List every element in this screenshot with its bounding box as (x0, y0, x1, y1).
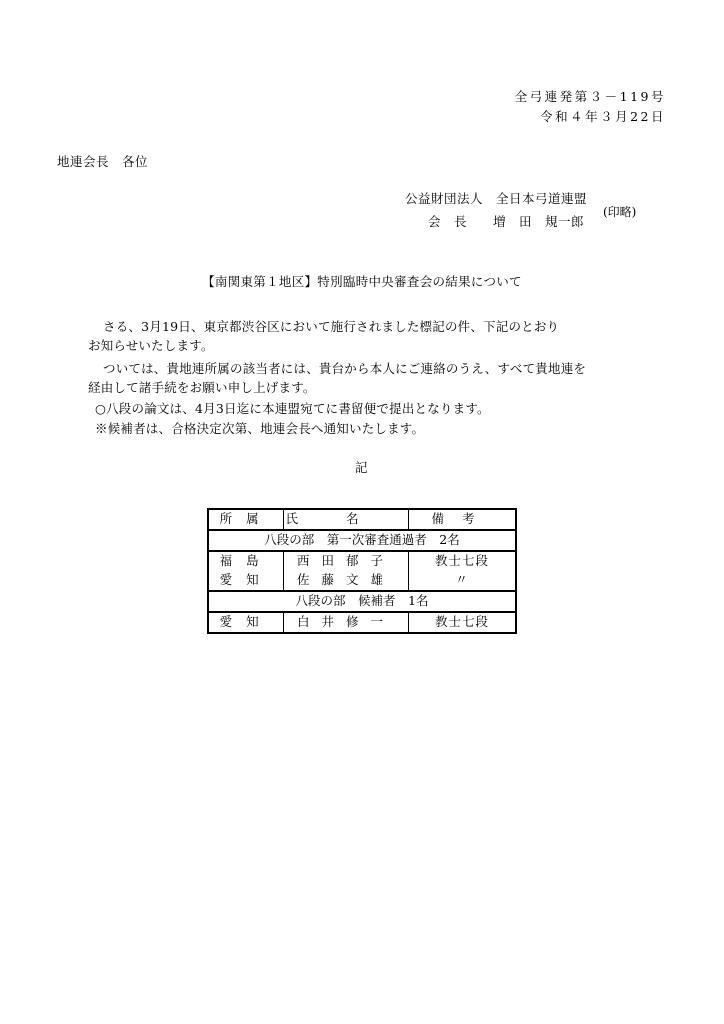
seal-note: (印略) (603, 205, 637, 219)
sender-organization: 公益財団法人 全日本弓道連盟 (405, 191, 588, 206)
cell-note: 〃 (408, 571, 516, 591)
body-paragraph-1-line-2: お知らせいたします。 (88, 338, 214, 353)
header-affiliation: 所属 (208, 509, 284, 530)
body-paragraph-1-line-1: さる、3月19日、東京都渋谷区において施行されました標記の件、下記のとおり (103, 319, 560, 334)
results-table (207, 508, 517, 634)
section-label-first-pass: 八段の部 第一次審査通過者 2名 (208, 530, 516, 551)
table-row (208, 551, 516, 571)
cell-note: 教士七段 (408, 612, 516, 633)
cell-note: 教士七段 (408, 551, 516, 571)
section-row-first-pass (208, 530, 516, 551)
table-header-row (208, 509, 516, 530)
header-note: 備考 (408, 509, 516, 530)
document-number: 全弓連発第３－119号 (514, 89, 666, 104)
cell-affiliation: 愛知 (208, 612, 284, 633)
body-paragraph-2-line-2: 経由して諸手続をお願い申し上げます。 (88, 380, 316, 395)
header-name: 氏名 (284, 509, 409, 530)
body-paragraph-2-line-1: ついては、貴地連所属の該当者には、貴台から本人にご連絡のうえ、すべて貴地連を (103, 361, 587, 376)
table-row (208, 612, 516, 633)
note-thesis: ○八段の論文は、4月3日迄に本連盟宛てに書留便で提出となります。 (95, 401, 490, 416)
cell-name: 白井修一 (284, 612, 409, 633)
sender-name: 会 長 増 田 規一郎 (428, 214, 585, 229)
cell-name: 佐藤文雄 (284, 571, 409, 591)
addressee: 地連会長 各位 (57, 154, 149, 169)
cell-name: 西田郁子 (284, 551, 409, 571)
ki-heading: 記 (355, 460, 368, 475)
section-label-candidate: 八段の部 候補者 1名 (208, 591, 516, 612)
table-row (208, 571, 516, 591)
section-row-candidate (208, 591, 516, 612)
document-date: 令和４年３月22日 (540, 109, 666, 124)
document-title: 【南関東第１地区】特別臨時中央審査会の結果について (202, 274, 522, 289)
note-candidate: ※候補者は、合格決定次第、地連会長へ通知いたします。 (95, 421, 425, 436)
cell-affiliation: 福島 (208, 551, 284, 571)
cell-affiliation: 愛知 (208, 571, 284, 591)
